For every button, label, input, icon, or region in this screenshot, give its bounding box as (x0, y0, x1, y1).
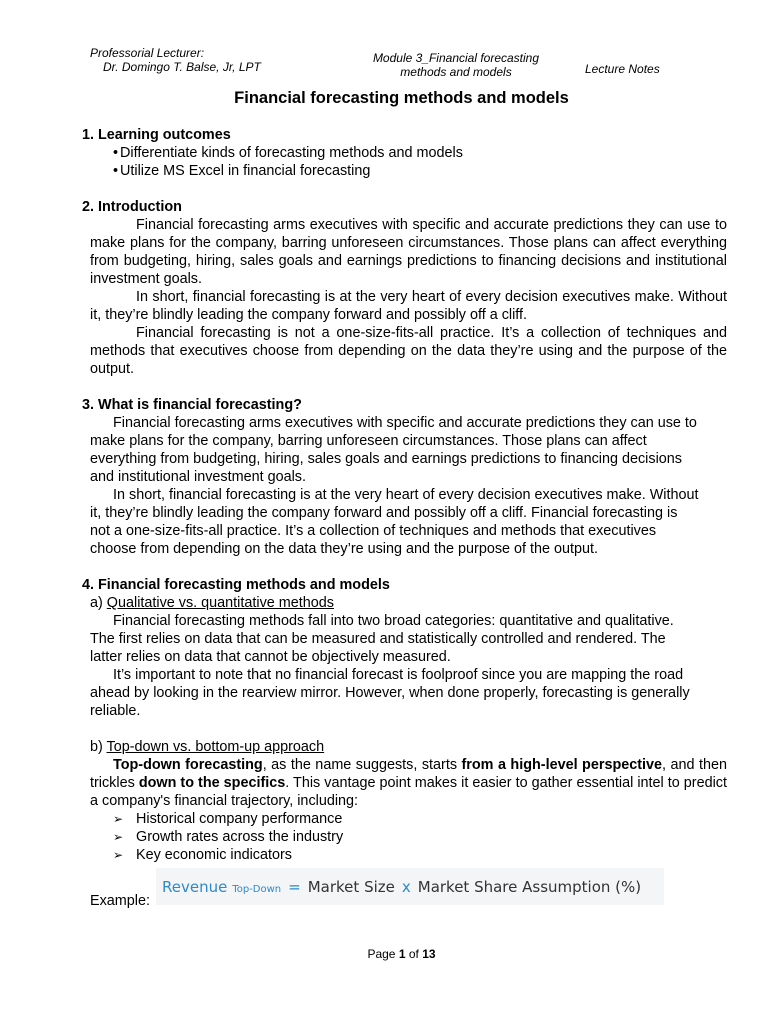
text-run: , and then trickles (90, 757, 728, 791)
example-label: Example: (90, 893, 150, 909)
text-line: ahead by looking in the rearview mirror. However, when done properly, forecasting is generally (90, 685, 690, 701)
page-footer (0, 947, 768, 961)
intro-paragraph-2: In short, financial forecasting is at the very heart of every decision executives make. Without it, they’re blindly leading the company forward and possibly off a cliff. (90, 289, 727, 323)
section-1-heading: 1. Learning outcomes (82, 127, 231, 143)
formula-times: x (401, 877, 411, 896)
section-2-heading: 2. Introduction (82, 199, 182, 215)
bold-text: from a high-level perspective (461, 757, 663, 773)
text-run: . This vantage point makes it easier to gather essential intel to predict a company's financial trajectory, including: (90, 775, 727, 809)
formula-equals: = (288, 877, 301, 896)
formula-image (156, 868, 664, 905)
text-line: choose from depending on the data they’re using and the purpose of the output. (90, 541, 599, 557)
header-module-line2: methods and models (400, 65, 512, 79)
formula-market-share: Market Share Assumption (%) (417, 877, 642, 896)
bold-text: down to the specifics (138, 775, 286, 791)
text-line: In short, financial forecasting is at the very heart of every decision executives make. Without (113, 487, 699, 503)
arrow-bullet-icon: ➢ (113, 812, 124, 826)
text-line: it, they’re blindly leading the company forward and possibly off a cliff. Financial forecasting is (90, 505, 678, 521)
bullet-icon: • (113, 145, 119, 161)
page-number: 1 (398, 947, 406, 961)
formula-revenue: Revenue (162, 877, 228, 896)
text-line: not a one-size-fits-all practice. It’s a collection of techniques and methods that executives (90, 523, 657, 539)
text-line: The first relies on data that can be measured and statistically controlled and rendered. The (90, 631, 666, 647)
intro-paragraph-1: Financial forecasting arms executives with specific and accurate predictions they can use to make plans for the company, barring unforeseen circumstances. Those plans can affect everything from budgeting, hiring, sales goals and earnings predictions to financing decisions and institutional investment goals. (90, 217, 727, 287)
list-item-text: Historical company performance (136, 811, 343, 827)
bullet-text: Utilize MS Excel in financial forecasting (120, 163, 371, 179)
header-module (356, 51, 556, 79)
subsection-b-prefix: b) (90, 739, 107, 755)
header-module-line1: Module 3_Financial forecasting (372, 51, 540, 65)
document-body (82, 126, 728, 914)
text-line: latter relies on data that cannot be objectively measured. (90, 649, 451, 665)
bullet-item (90, 144, 727, 162)
top-down-paragraph (90, 756, 727, 810)
what-is-paragraph-2 (90, 486, 727, 558)
text-line: Financial forecasting arms executives with specific and accurate predictions they can use to (113, 415, 697, 431)
footer-page-word: Page (367, 947, 399, 961)
arrow-bullet-icon: ➢ (113, 848, 124, 862)
text-line: reliable. (90, 703, 141, 719)
subsection-a-heading (90, 594, 727, 612)
text-line: make plans for the company, barring unforeseen circumstances. Those plans can affect (90, 433, 647, 449)
what-is-paragraph-1 (90, 414, 727, 486)
text-line: It’s important to note that no financial forecast is foolproof since you are mapping the road (113, 667, 684, 683)
text-line: Financial forecasting methods fall into two broad categories: quantitative and qualitative. (113, 613, 674, 629)
bold-text: Top-down forecasting (113, 757, 263, 773)
list-item (90, 810, 727, 828)
text-run: , as the name suggests, starts (262, 757, 462, 773)
subsection-b-heading (90, 738, 727, 756)
footer-of-word: of (405, 947, 423, 961)
list-item-text: Key economic indicators (136, 847, 292, 863)
header-doc-type: Lecture Notes (585, 62, 660, 76)
list-item (90, 828, 727, 846)
bullet-item (90, 162, 727, 180)
text-line: everything from budgeting, hiring, sales goals and earnings predictions to financing decisions (90, 451, 682, 467)
subsection-a-title: Qualitative vs. quantitative methods (106, 595, 334, 611)
arrow-bullet-icon: ➢ (113, 830, 124, 844)
total-pages: 13 (422, 947, 436, 961)
list-item-text: Growth rates across the industry (136, 829, 344, 845)
header-author (90, 46, 261, 74)
formula-market-size: Market Size (307, 877, 395, 896)
list-item (90, 846, 727, 864)
qualitative-paragraph-2 (90, 666, 727, 720)
qualitative-paragraph-1 (90, 612, 727, 666)
header-author-name: Dr. Domingo T. Balse, Jr, LPT (103, 60, 261, 74)
example-row (90, 864, 727, 914)
bullet-text: Differentiate kinds of forecasting methods and models (120, 145, 463, 161)
header-role: Professorial Lecturer: (90, 46, 205, 60)
bullet-icon: • (113, 163, 119, 179)
formula-subscript: Top-Down (232, 883, 282, 895)
subsection-b-title: Top-down vs. bottom-up approach (106, 739, 325, 755)
document-title: Financial forecasting methods and models (234, 89, 569, 107)
intro-paragraph-3: Financial forecasting is not a one-size-fits-all practice. It’s a collection of techniques and methods that executives choose from depending on the data they’re using and the purpose of the output. (90, 325, 727, 377)
section-4-heading: 4. Financial forecasting methods and models (82, 577, 390, 593)
text-line: and institutional investment goals. (90, 469, 306, 485)
subsection-a-prefix: a) (90, 595, 107, 611)
section-3-heading: 3. What is financial forecasting? (82, 397, 302, 413)
